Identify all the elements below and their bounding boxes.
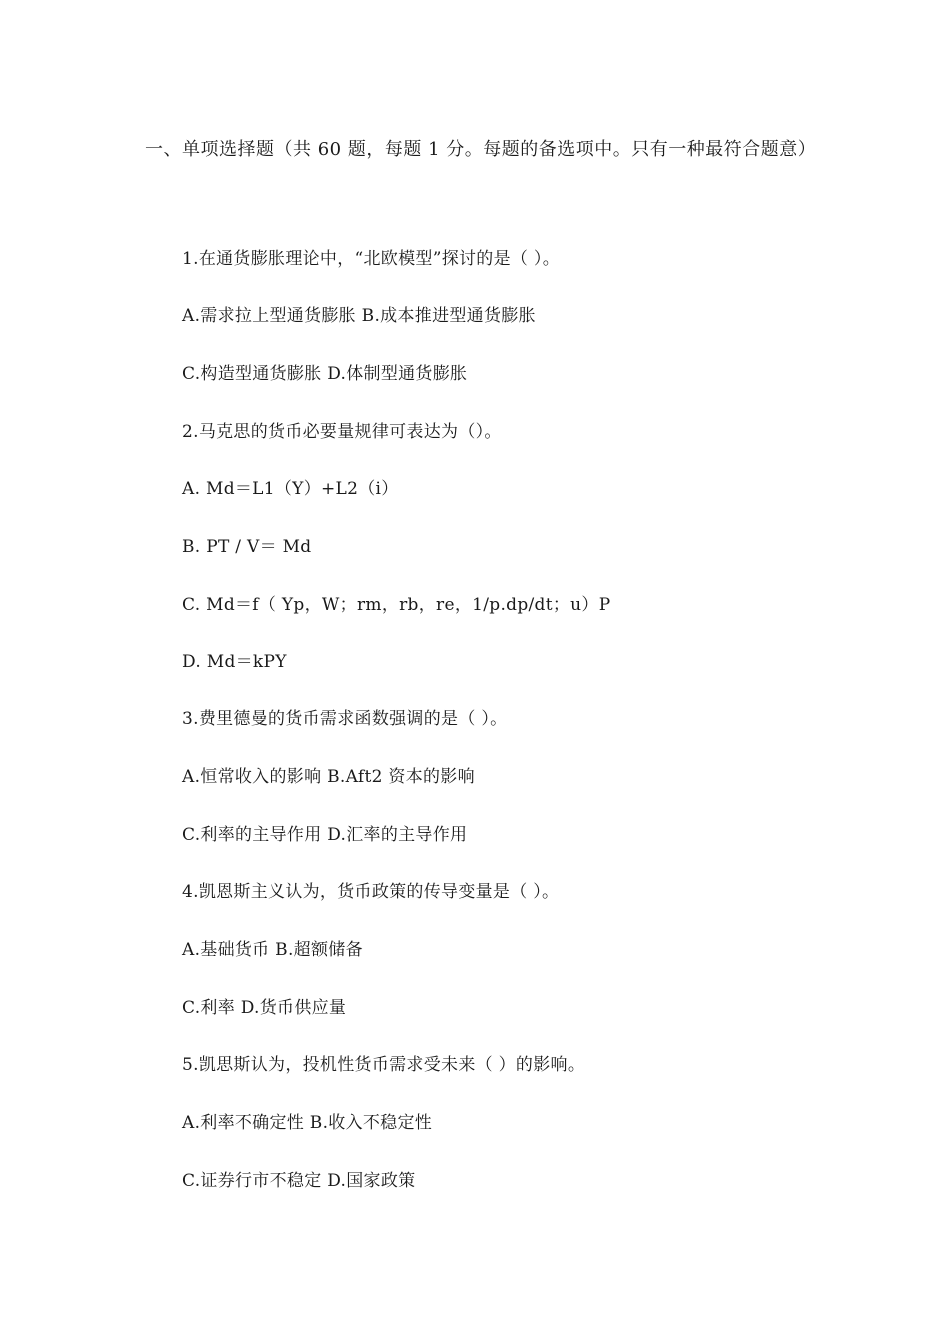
question-1: 1.在通货膨胀理论中，“北欧模型”探讨的是（ ）。: [182, 249, 561, 269]
question-4-options-ab: A.基础货币 B.超额储备: [182, 940, 363, 960]
question-2-option-b: B. PT / V＝ Md: [182, 537, 312, 557]
question-4: 4.凯恩斯主义认为，货币政策的传导变量是（ ）。: [182, 882, 560, 902]
question-2-option-c: C. Md＝f（ Yp，W；rm，rb，re，1/p.dp/dt；u）P: [182, 595, 611, 615]
question-5-options-cd: C.证券行市不稳定 D.国家政策: [182, 1171, 416, 1191]
question-2-option-d: D. Md＝kPY: [182, 652, 287, 672]
question-3-options-ab: A.恒常收入的影响 B.Aft2 资本的影响: [182, 767, 475, 787]
section-heading: 一、单项选择题（共 60 题，每题 1 分。每题的备选项中。只有一种最符合题意）: [145, 139, 817, 160]
question-4-options-cd: C.利率 D.货币供应量: [182, 998, 347, 1018]
question-2-option-a: A. Md＝L1（Y）+L2（i）: [182, 479, 399, 499]
question-1-options-cd: C.构造型通货膨胀 D.体制型通货膨胀: [182, 364, 468, 384]
question-2: 2.马克思的货币必要量规律可表达为（）。: [182, 422, 502, 442]
question-5-options-ab: A.利率不确定性 B.收入不稳定性: [182, 1113, 433, 1133]
question-3-options-cd: C.利率的主导作用 D.汇率的主导作用: [182, 825, 468, 845]
question-3: 3.费里德曼的货币需求函数强调的是（ ）。: [182, 709, 508, 729]
question-1-options-ab: A.需求拉上型通货膨胀 B.成本推进型通货膨胀: [182, 306, 536, 326]
question-5: 5.凯思斯认为，投机性货币需求受未来（ ）的影响。: [182, 1055, 586, 1075]
